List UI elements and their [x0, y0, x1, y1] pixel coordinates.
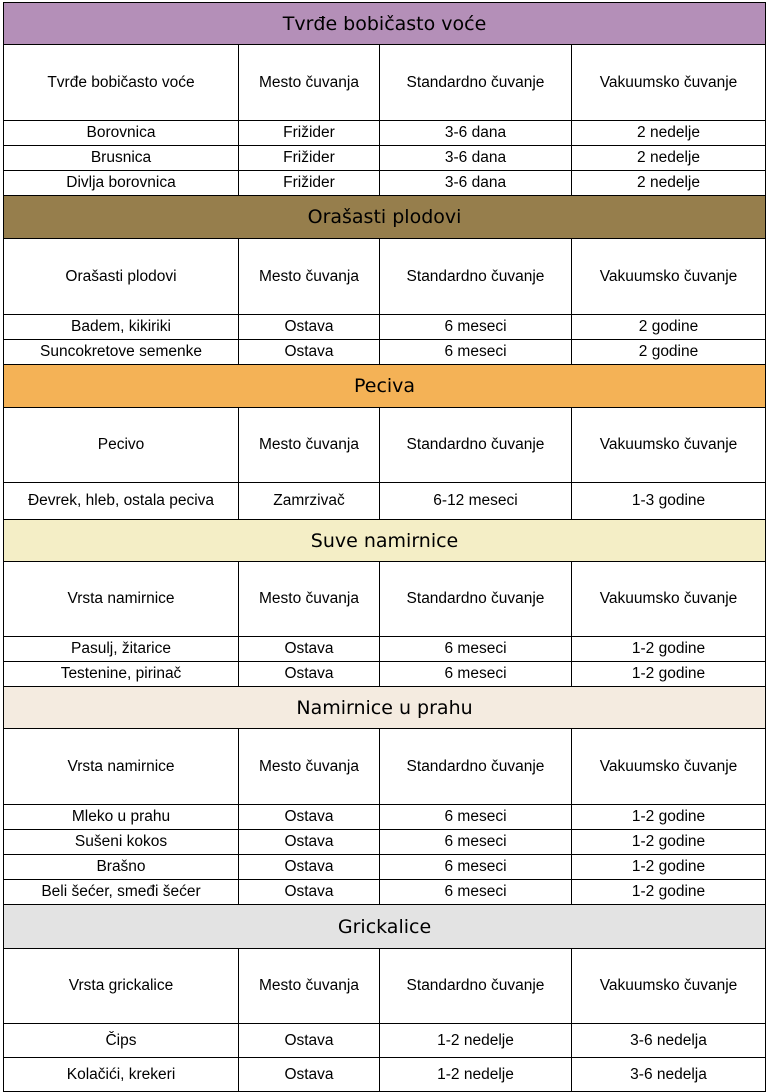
section-title: Orašasti plodovi	[4, 196, 766, 239]
column-header-row	[4, 562, 766, 637]
section-title-row-orasasti-plodovi	[4, 196, 766, 239]
table-cell: 1-2 nedelje	[380, 1024, 572, 1058]
table-cell: Ostava	[239, 1058, 380, 1092]
table-cell: Divlja borovnica	[4, 171, 239, 196]
column-header: Mesto čuvanja	[239, 408, 380, 483]
table-row	[4, 1024, 766, 1058]
table-cell: Zamrzivač	[239, 483, 380, 520]
table-cell: 2 godine	[572, 340, 766, 365]
column-header-row	[4, 949, 766, 1024]
table-cell: Ostava	[239, 855, 380, 880]
column-header-row	[4, 239, 766, 315]
table-cell: 2 nedelje	[572, 146, 766, 171]
column-header: Orašasti plodovi	[4, 239, 239, 315]
table-cell: 1-2 godine	[572, 805, 766, 830]
table-cell: Đevrek, hleb, ostala peciva	[4, 483, 239, 520]
table-cell: Borovnica	[4, 121, 239, 146]
table-cell: 6 meseci	[380, 637, 572, 662]
column-header: Standardno čuvanje	[380, 45, 572, 121]
table-cell: Čips	[4, 1024, 239, 1058]
column-header: Mesto čuvanja	[239, 562, 380, 637]
table-row	[4, 830, 766, 855]
section-title-row-tvrdje-bobicasto-voce	[4, 3, 766, 45]
column-header: Vakuumsko čuvanje	[572, 949, 766, 1024]
column-header: Standardno čuvanje	[380, 239, 572, 315]
table-row	[4, 880, 766, 905]
table-cell: 2 nedelje	[572, 171, 766, 196]
column-header-row	[4, 729, 766, 805]
table-cell: 3-6 nedelja	[572, 1058, 766, 1092]
table-cell: 2 godine	[572, 315, 766, 340]
table-cell: Frižider	[239, 146, 380, 171]
column-header-row	[4, 45, 766, 121]
table-cell: 1-2 nedelje	[380, 1058, 572, 1092]
column-header: Mesto čuvanja	[239, 949, 380, 1024]
table-row	[4, 805, 766, 830]
table-cell: 6 meseci	[380, 805, 572, 830]
table-cell: 2 nedelje	[572, 121, 766, 146]
table-row	[4, 662, 766, 687]
section-title-row-peciva	[4, 365, 766, 408]
section-title-row-namirnice-u-prahu	[4, 687, 766, 729]
section-title: Suve namirnice	[4, 520, 766, 562]
column-header: Mesto čuvanja	[239, 239, 380, 315]
table-cell: Ostava	[239, 1024, 380, 1058]
section-title-row-grickalice	[4, 905, 766, 949]
table-cell: 1-2 godine	[572, 830, 766, 855]
section-title: Grickalice	[4, 905, 766, 949]
table-cell: Brusnica	[4, 146, 239, 171]
table-cell: Sušeni kokos	[4, 830, 239, 855]
column-header: Mesto čuvanja	[239, 45, 380, 121]
table-cell: 6 meseci	[380, 830, 572, 855]
column-header-row	[4, 408, 766, 483]
column-header: Standardno čuvanje	[380, 562, 572, 637]
table-row	[4, 340, 766, 365]
table-cell: Kolačići, krekeri	[4, 1058, 239, 1092]
table-cell: Testenine, pirinač	[4, 662, 239, 687]
column-header: Mesto čuvanja	[239, 729, 380, 805]
section-title: Peciva	[4, 365, 766, 408]
table-cell: Badem, kikiriki	[4, 315, 239, 340]
table-row	[4, 855, 766, 880]
table-row	[4, 1058, 766, 1092]
column-header: Pecivo	[4, 408, 239, 483]
table-row	[4, 171, 766, 196]
column-header: Vakuumsko čuvanje	[572, 408, 766, 483]
section-title-row-suve-namirnice	[4, 520, 766, 562]
table-row	[4, 315, 766, 340]
table-cell: 3-6 dana	[380, 171, 572, 196]
table-cell: 1-2 godine	[572, 637, 766, 662]
table-cell: Frižider	[239, 171, 380, 196]
column-header: Vakuumsko čuvanje	[572, 562, 766, 637]
column-header: Standardno čuvanje	[380, 408, 572, 483]
table-cell: 3-6 dana	[380, 146, 572, 171]
table-row	[4, 637, 766, 662]
column-header: Vakuumsko čuvanje	[572, 239, 766, 315]
section-title: Namirnice u prahu	[4, 687, 766, 729]
table-cell: 1-2 godine	[572, 880, 766, 905]
table-cell: 1-2 godine	[572, 662, 766, 687]
table-cell: Mleko u prahu	[4, 805, 239, 830]
table-cell: Frižider	[239, 121, 380, 146]
table-cell: 6-12 meseci	[380, 483, 572, 520]
table-cell: Ostava	[239, 315, 380, 340]
table-cell: 6 meseci	[380, 880, 572, 905]
storage-table	[3, 2, 766, 1092]
table-cell: 6 meseci	[380, 315, 572, 340]
table-cell: 3-6 nedelja	[572, 1024, 766, 1058]
table-cell: Ostava	[239, 830, 380, 855]
column-header: Tvrđe bobičasto voće	[4, 45, 239, 121]
table-cell: Beli šećer, smeđi šećer	[4, 880, 239, 905]
column-header: Standardno čuvanje	[380, 949, 572, 1024]
table-cell: Ostava	[239, 662, 380, 687]
column-header: Vrsta namirnice	[4, 562, 239, 637]
table-cell: 6 meseci	[380, 855, 572, 880]
table-cell: Ostava	[239, 880, 380, 905]
table-row	[4, 146, 766, 171]
column-header: Vakuumsko čuvanje	[572, 729, 766, 805]
table-row	[4, 121, 766, 146]
table-cell: Suncokretove semenke	[4, 340, 239, 365]
table-cell: 3-6 dana	[380, 121, 572, 146]
storage-table-body	[4, 3, 766, 1092]
table-cell: Brašno	[4, 855, 239, 880]
column-header: Vrsta namirnice	[4, 729, 239, 805]
section-title: Tvrđe bobičasto voće	[4, 3, 766, 45]
table-cell: 6 meseci	[380, 340, 572, 365]
column-header: Standardno čuvanje	[380, 729, 572, 805]
table-cell: Ostava	[239, 340, 380, 365]
table-cell: Ostava	[239, 805, 380, 830]
table-cell: Ostava	[239, 637, 380, 662]
table-cell: Pasulj, žitarice	[4, 637, 239, 662]
table-cell: 1-3 godine	[572, 483, 766, 520]
table-cell: 6 meseci	[380, 662, 572, 687]
table-cell: 1-2 godine	[572, 855, 766, 880]
column-header: Vrsta grickalice	[4, 949, 239, 1024]
column-header: Vakuumsko čuvanje	[572, 45, 766, 121]
table-row	[4, 483, 766, 520]
